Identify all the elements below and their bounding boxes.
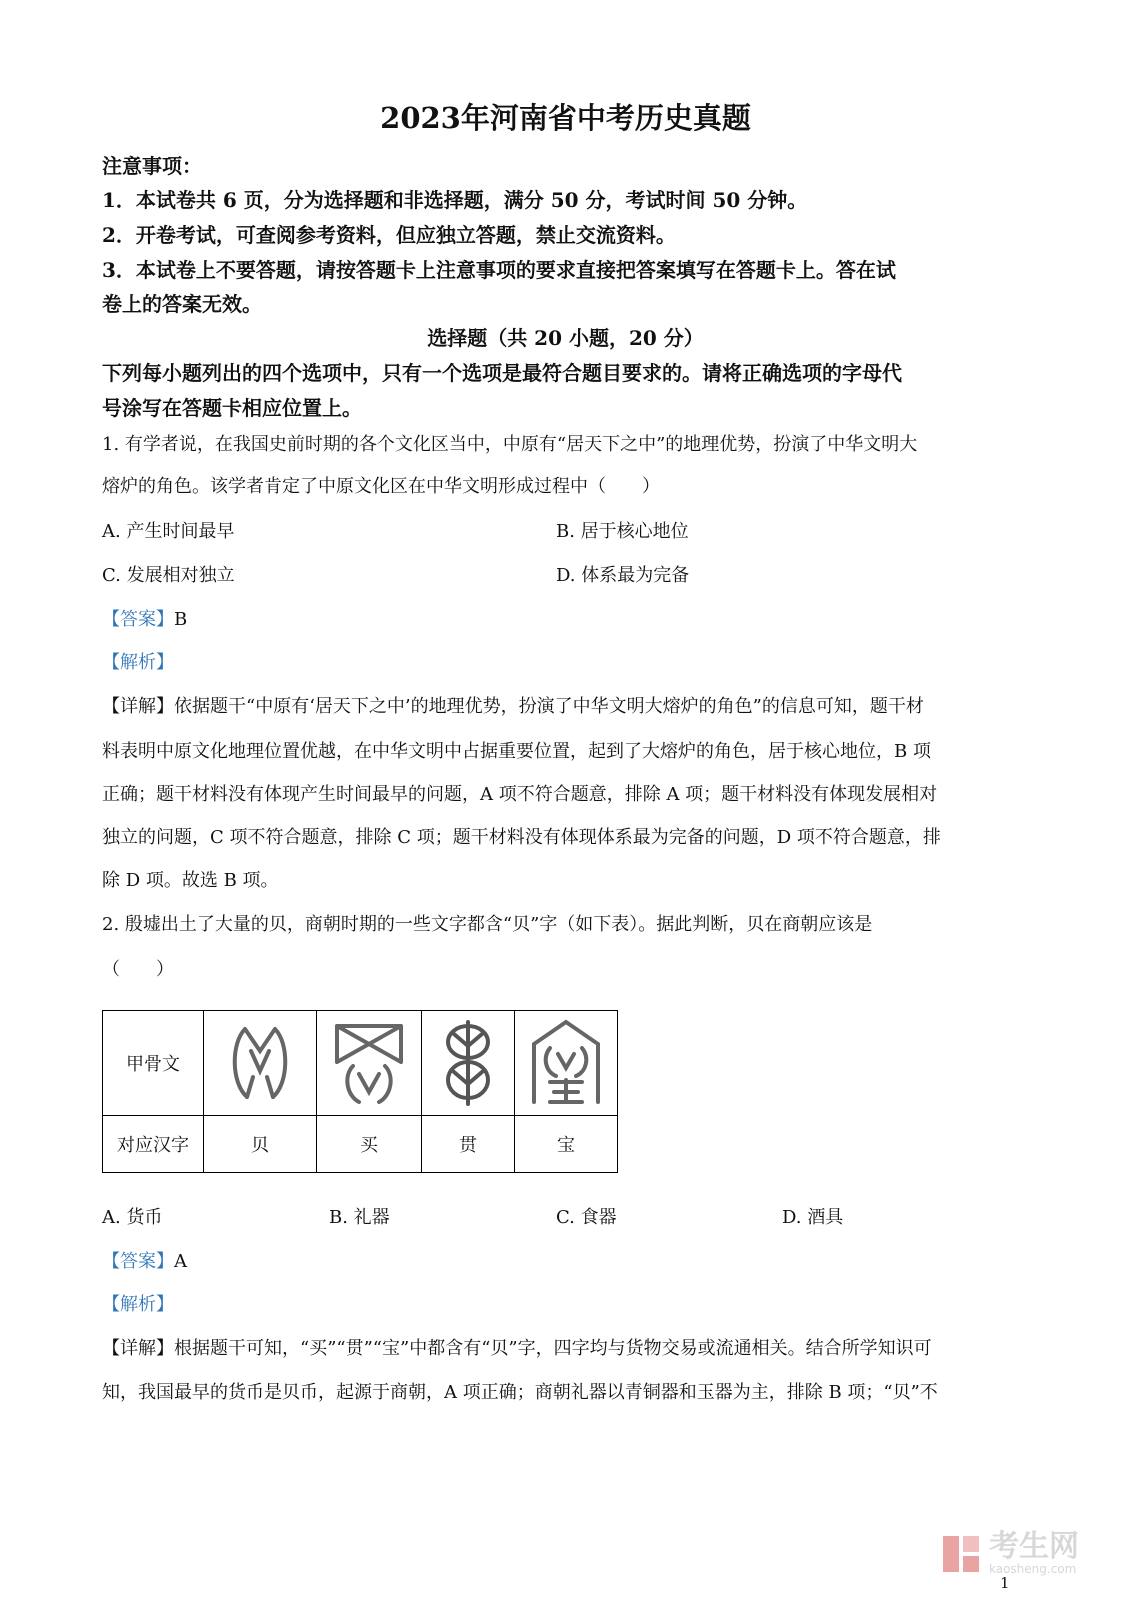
q2-analysis-tag: 【解析】 <box>102 1294 174 1315</box>
watermark-en: kaosheng.com <box>989 1562 1077 1576</box>
kaosheng-logo-icon <box>941 1534 981 1574</box>
q2-option-b: B. 礼器 <box>329 1207 390 1228</box>
q1-option-b: B. 居于核心地位 <box>556 521 689 542</box>
character-mai: 买 <box>317 1116 422 1173</box>
notice-item-3: 3．本试卷上不要答题，请按答题卡上注意事项的要求直接把答案填写在答题卡上。答在试 <box>102 258 896 282</box>
q1-detail-line-5: 除 D 项。故选 B 项。 <box>102 870 279 891</box>
oracle-glyph-bei-icon <box>225 1021 295 1105</box>
q1-option-c: C. 发展相对独立 <box>102 565 235 586</box>
q1-detail-tag: 【详解】 <box>102 696 174 717</box>
oracle-row-label: 甲骨文 <box>103 1011 204 1116</box>
q2-answer-tag: 【答案】 <box>102 1251 174 1272</box>
oracle-bone-table <box>102 1010 618 1173</box>
oracle-glyph-bao-icon <box>528 1018 604 1108</box>
q1-answer <box>102 605 187 631</box>
q1-option-a: A. 产生时间最早 <box>102 521 235 542</box>
watermark <box>941 1529 1079 1576</box>
q2-option-a: A. 货币 <box>102 1207 163 1228</box>
character-bao: 宝 <box>515 1116 618 1173</box>
oracle-glyph-mai <box>317 1011 422 1116</box>
notice-item-3-cont: 卷上的答案无效。 <box>102 292 262 316</box>
page-number: 1 <box>1000 1574 1010 1592</box>
q1-stem-line-1: 1. 有学者说，在我国史前时期的各个文化区当中，中原有“居天下之中”的地理优势，扮演了中华文明大 <box>102 434 918 455</box>
q2-detail-tag: 【详解】 <box>102 1338 174 1359</box>
oracle-glyph-guan <box>422 1011 515 1116</box>
q2-stem-line-1: 2. 殷墟出土了大量的贝，商朝时期的一些文字都含“贝”字（如下表）。据此判断，贝在商朝应该是 <box>102 914 873 935</box>
q1-stem-line-2: 熔炉的角色。该学者肯定了中原文化区在中华文明形成过程中（ ） <box>102 476 660 497</box>
q2-answer-value: A <box>174 1251 187 1272</box>
q1-answer-tag: 【答案】 <box>102 609 174 630</box>
oracle-glyph-bao <box>515 1011 618 1116</box>
oracle-glyph-bei <box>204 1011 317 1116</box>
character-bei: 贝 <box>204 1116 317 1173</box>
character-guan: 贯 <box>422 1116 515 1173</box>
q2-detail-line-2: 知，我国最早的货币是贝币，起源于商朝，A 项正确；商朝礼器以青铜器和玉器为主，排除 B 项；“贝”不 <box>102 1382 938 1403</box>
q2-option-d: D. 酒具 <box>782 1207 844 1228</box>
q1-detail-line-2: 料表明中原文化地理位置优越，在中华文明中占据重要位置，起到了大熔炉的角色，居于核心地位，B 项 <box>102 741 931 762</box>
q1-detail-line-4: 独立的问题，C 项不符合题意，排除 C 项；题干材料没有体现体系最为完备的问题，D 项不符合题意，排 <box>102 827 941 848</box>
page-title: 2023年河南省中考历史真题 <box>380 101 751 135</box>
q2-answer <box>102 1247 187 1273</box>
oracle-row <box>103 1011 618 1116</box>
character-row <box>103 1116 618 1173</box>
watermark-text <box>989 1529 1079 1576</box>
q2-stem-line-2: （ ） <box>102 959 174 980</box>
watermark-cn: 考生网 <box>989 1529 1079 1564</box>
notice-item-2: 2．开卷考试，可查阅参考资料，但应独立答题，禁止交流资料。 <box>102 223 676 247</box>
q1-detail-text-1: 依据题干“中原有‘居天下之中’的地理优势，扮演了中华文明大熔炉的角色”的信息可知，题干材 <box>174 696 924 717</box>
notice-heading: 注意事项： <box>102 154 202 178</box>
q1-option-d: D. 体系最为完备 <box>556 565 690 586</box>
q1-answer-value: B <box>174 609 188 630</box>
q2-detail-text-1: 根据题干可知，“买”“贯”“宝”中都含有“贝”字，四字均与货物交易或流通相关。结合所学知识可 <box>174 1338 932 1359</box>
q1-analysis-tag: 【解析】 <box>102 652 174 673</box>
notice-item-1: 1．本试卷共 6 页，分为选择题和非选择题，满分 50 分，考试时间 50 分钟。 <box>102 188 808 212</box>
q1-detail-line-1 <box>102 692 924 718</box>
section-heading: 选择题（共 20 小题，20 分） <box>427 326 704 350</box>
q2-option-c: C. 食器 <box>556 1207 617 1228</box>
oracle-glyph-mai-icon <box>329 1018 409 1108</box>
section-instruction-2: 号涂写在答题卡相应位置上。 <box>102 396 362 420</box>
q1-detail-line-3: 正确；题干材料没有体现产生时间最早的问题，A 项不符合题意，排除 A 项；题干材料没有体现发展相对 <box>102 784 938 805</box>
q2-detail-line-1 <box>102 1334 932 1360</box>
section-instruction-1: 下列每小题列出的四个选项中，只有一个选项是最符合题目要求的。请将正确选项的字母代 <box>102 361 902 385</box>
character-row-label: 对应汉字 <box>103 1116 204 1173</box>
oracle-glyph-guan-icon <box>440 1018 496 1108</box>
